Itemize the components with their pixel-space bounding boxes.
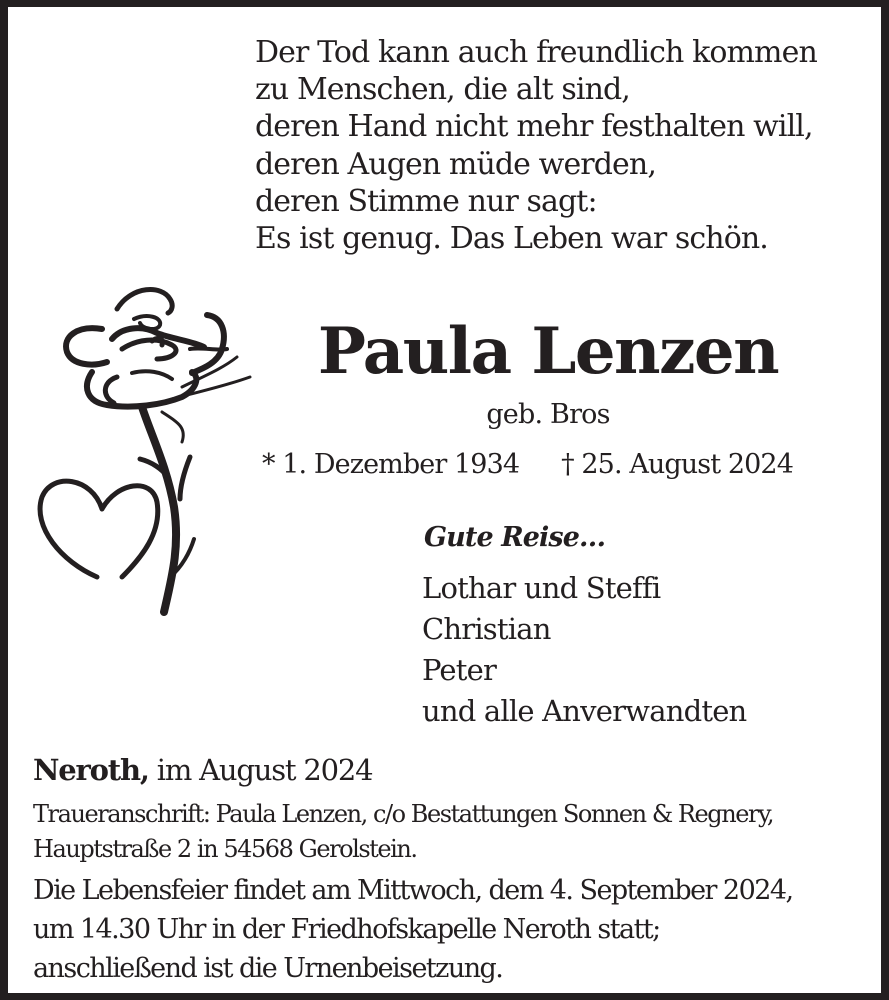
life-dates [262,445,793,485]
poem-line: zu Menschen, die alt sind, [255,72,630,108]
mourners-list [422,568,746,732]
death-date: † 25. August 2024 [561,449,793,480]
address-line: Hauptstraße 2 in 54568 Gerolstein. [33,835,417,863]
farewell-heading: Gute Reise… [424,522,606,553]
mourner: Peter [422,653,497,687]
address-line: Traueranschrift: Paula Lenzen, c/o Bestattungen Sonnen & Regnery, [33,800,774,828]
poem-line: deren Stimme nur sagt: [255,183,597,219]
poem-line: Es ist genug. Das Leben war schön. [255,221,768,257]
deceased-name: Paula Lenzen [317,314,779,389]
poem-line: deren Hand nicht mehr festhalten will, [255,109,813,145]
mourner: Lothar und Steffi [422,571,661,605]
place-date [33,750,372,790]
place: Neroth, [33,753,149,787]
rose-with-heart-icon [22,277,272,622]
mourning-address [33,797,773,867]
mourner: Christian [422,612,551,646]
ceremony-line: anschließend ist die Urnenbeisetzung. [33,953,503,984]
poem [255,34,817,257]
ceremony-line: Die Lebensfeier findet am Mittwoch, dem 4. September 2024, [33,875,793,906]
month-date: im August 2024 [148,753,373,787]
ceremony-info [33,871,792,988]
birth-date: * 1. Dezember 1934 [262,449,520,480]
poem-line: deren Augen müde werden, [255,146,656,182]
poem-line: Der Tod kann auch freundlich kommen [255,35,817,70]
maiden-name: geb. Bros [486,399,610,430]
ceremony-line: um 14.30 Uhr in der Friedhofskapelle Neroth statt; [33,914,660,945]
mourner: und alle Anverwandten [422,694,747,728]
